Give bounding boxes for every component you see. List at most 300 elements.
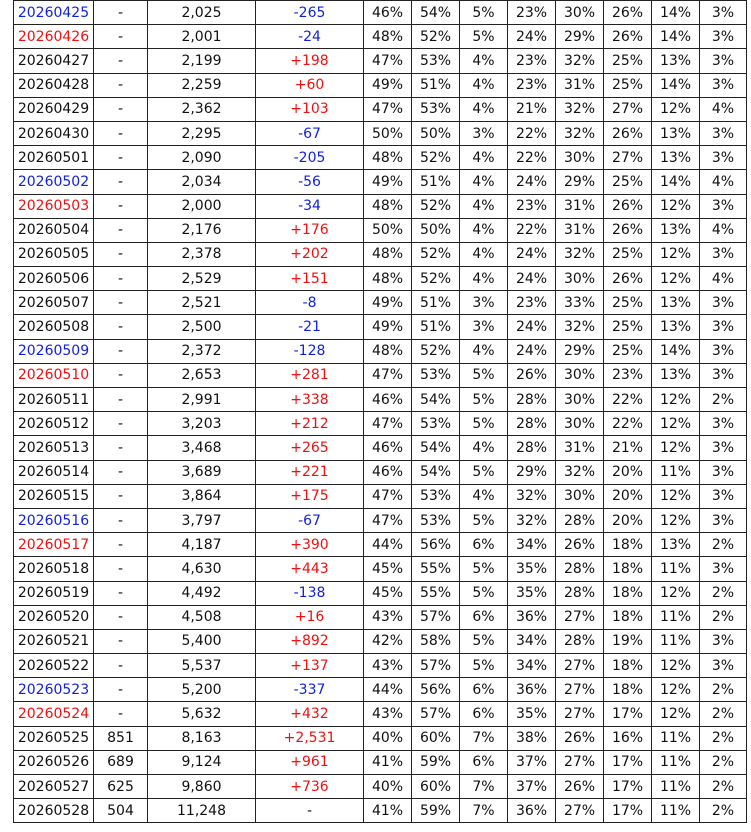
pct-cell-1[interactable]: 43%	[364, 654, 412, 678]
pct-cell-7[interactable]: 12%	[652, 242, 700, 266]
pct-cell-5[interactable]: 26%	[556, 775, 604, 799]
pct-cell-7[interactable]: 11%	[652, 460, 700, 484]
pct-cell-7[interactable]: 12%	[652, 267, 700, 291]
pct-cell-3[interactable]: 3%	[460, 291, 508, 315]
total-count-cell[interactable]: 2,176	[148, 218, 256, 242]
total-count-cell[interactable]: 5,537	[148, 654, 256, 678]
pct-cell-4[interactable]: 38%	[508, 726, 556, 750]
pct-cell-6[interactable]: 22%	[604, 388, 652, 412]
new-count-cell[interactable]: -	[94, 73, 148, 97]
date-cell[interactable]: 20260430	[14, 121, 94, 145]
pct-cell-5[interactable]: 29%	[556, 339, 604, 363]
pct-cell-6[interactable]: 18%	[604, 654, 652, 678]
total-count-cell[interactable]: 11,248	[148, 799, 256, 823]
pct-cell-1[interactable]: 45%	[364, 557, 412, 581]
pct-cell-1[interactable]: 46%	[364, 1, 412, 25]
pct-cell-2[interactable]: 53%	[412, 49, 460, 73]
pct-cell-1[interactable]: 49%	[364, 291, 412, 315]
total-count-cell[interactable]: 2,199	[148, 49, 256, 73]
new-count-cell[interactable]: -	[94, 1, 148, 25]
pct-cell-6[interactable]: 26%	[604, 194, 652, 218]
pct-cell-6[interactable]: 17%	[604, 775, 652, 799]
pct-cell-2[interactable]: 52%	[412, 339, 460, 363]
pct-cell-6[interactable]: 27%	[604, 146, 652, 170]
pct-cell-1[interactable]: 48%	[364, 25, 412, 49]
pct-cell-8[interactable]: 4%	[700, 218, 747, 242]
pct-cell-1[interactable]: 47%	[364, 97, 412, 121]
diff-cell[interactable]: +2,531	[256, 726, 364, 750]
pct-cell-5[interactable]: 32%	[556, 97, 604, 121]
pct-cell-6[interactable]: 18%	[604, 533, 652, 557]
pct-cell-1[interactable]: 43%	[364, 702, 412, 726]
pct-cell-4[interactable]: 35%	[508, 557, 556, 581]
pct-cell-5[interactable]: 30%	[556, 388, 604, 412]
pct-cell-2[interactable]: 50%	[412, 121, 460, 145]
pct-cell-6[interactable]: 17%	[604, 799, 652, 823]
pct-cell-4[interactable]: 23%	[508, 194, 556, 218]
pct-cell-8[interactable]: 2%	[700, 581, 747, 605]
pct-cell-6[interactable]: 22%	[604, 412, 652, 436]
date-cell[interactable]: 20260515	[14, 484, 94, 508]
diff-cell[interactable]: -67	[256, 508, 364, 532]
pct-cell-4[interactable]: 23%	[508, 291, 556, 315]
total-count-cell[interactable]: 2,378	[148, 242, 256, 266]
pct-cell-2[interactable]: 52%	[412, 267, 460, 291]
pct-cell-2[interactable]: 54%	[412, 436, 460, 460]
total-count-cell[interactable]: 2,295	[148, 121, 256, 145]
pct-cell-1[interactable]: 48%	[364, 146, 412, 170]
pct-cell-7[interactable]: 13%	[652, 533, 700, 557]
pct-cell-2[interactable]: 55%	[412, 581, 460, 605]
date-cell[interactable]: 20260523	[14, 678, 94, 702]
pct-cell-1[interactable]: 47%	[364, 49, 412, 73]
diff-cell[interactable]: +198	[256, 49, 364, 73]
pct-cell-4[interactable]: 28%	[508, 388, 556, 412]
total-count-cell[interactable]: 2,521	[148, 291, 256, 315]
pct-cell-2[interactable]: 50%	[412, 218, 460, 242]
pct-cell-2[interactable]: 51%	[412, 73, 460, 97]
pct-cell-2[interactable]: 57%	[412, 605, 460, 629]
date-cell[interactable]: 20260508	[14, 315, 94, 339]
new-count-cell[interactable]: 504	[94, 799, 148, 823]
pct-cell-6[interactable]: 26%	[604, 25, 652, 49]
pct-cell-8[interactable]: 2%	[700, 702, 747, 726]
pct-cell-6[interactable]: 18%	[604, 557, 652, 581]
pct-cell-4[interactable]: 24%	[508, 242, 556, 266]
pct-cell-1[interactable]: 41%	[364, 799, 412, 823]
pct-cell-2[interactable]: 52%	[412, 25, 460, 49]
pct-cell-8[interactable]: 3%	[700, 121, 747, 145]
total-count-cell[interactable]: 4,508	[148, 605, 256, 629]
pct-cell-5[interactable]: 33%	[556, 291, 604, 315]
new-count-cell[interactable]: 851	[94, 726, 148, 750]
date-cell[interactable]: 20260511	[14, 388, 94, 412]
diff-cell[interactable]: +212	[256, 412, 364, 436]
pct-cell-6[interactable]: 20%	[604, 484, 652, 508]
new-count-cell[interactable]: 625	[94, 775, 148, 799]
new-count-cell[interactable]: -	[94, 436, 148, 460]
date-cell[interactable]: 20260519	[14, 581, 94, 605]
pct-cell-7[interactable]: 12%	[652, 508, 700, 532]
total-count-cell[interactable]: 2,034	[148, 170, 256, 194]
pct-cell-8[interactable]: 2%	[700, 750, 747, 774]
pct-cell-1[interactable]: 40%	[364, 726, 412, 750]
pct-cell-3[interactable]: 3%	[460, 121, 508, 145]
pct-cell-8[interactable]: 4%	[700, 267, 747, 291]
pct-cell-4[interactable]: 34%	[508, 654, 556, 678]
pct-cell-4[interactable]: 23%	[508, 73, 556, 97]
pct-cell-4[interactable]: 32%	[508, 508, 556, 532]
total-count-cell[interactable]: 2,259	[148, 73, 256, 97]
diff-cell[interactable]: +176	[256, 218, 364, 242]
pct-cell-4[interactable]: 34%	[508, 533, 556, 557]
total-count-cell[interactable]: 2,372	[148, 339, 256, 363]
pct-cell-2[interactable]: 57%	[412, 702, 460, 726]
pct-cell-7[interactable]: 14%	[652, 1, 700, 25]
pct-cell-1[interactable]: 46%	[364, 436, 412, 460]
diff-cell[interactable]: -128	[256, 339, 364, 363]
pct-cell-4[interactable]: 24%	[508, 25, 556, 49]
pct-cell-4[interactable]: 34%	[508, 629, 556, 653]
date-cell[interactable]: 20260502	[14, 170, 94, 194]
pct-cell-2[interactable]: 53%	[412, 412, 460, 436]
pct-cell-6[interactable]: 25%	[604, 291, 652, 315]
diff-cell[interactable]: -21	[256, 315, 364, 339]
pct-cell-1[interactable]: 48%	[364, 242, 412, 266]
new-count-cell[interactable]: -	[94, 557, 148, 581]
total-count-cell[interactable]: 2,529	[148, 267, 256, 291]
total-count-cell[interactable]: 5,200	[148, 678, 256, 702]
total-count-cell[interactable]: 3,797	[148, 508, 256, 532]
pct-cell-2[interactable]: 51%	[412, 170, 460, 194]
total-count-cell[interactable]: 2,362	[148, 97, 256, 121]
pct-cell-7[interactable]: 12%	[652, 436, 700, 460]
date-cell[interactable]: 20260524	[14, 702, 94, 726]
pct-cell-6[interactable]: 26%	[604, 267, 652, 291]
pct-cell-6[interactable]: 17%	[604, 702, 652, 726]
total-count-cell[interactable]: 2,001	[148, 25, 256, 49]
pct-cell-7[interactable]: 12%	[652, 702, 700, 726]
pct-cell-8[interactable]: 3%	[700, 242, 747, 266]
pct-cell-4[interactable]: 21%	[508, 97, 556, 121]
pct-cell-7[interactable]: 11%	[652, 799, 700, 823]
pct-cell-7[interactable]: 12%	[652, 97, 700, 121]
pct-cell-7[interactable]: 13%	[652, 291, 700, 315]
pct-cell-8[interactable]: 3%	[700, 557, 747, 581]
pct-cell-6[interactable]: 17%	[604, 750, 652, 774]
pct-cell-7[interactable]: 13%	[652, 218, 700, 242]
new-count-cell[interactable]: -	[94, 605, 148, 629]
pct-cell-1[interactable]: 47%	[364, 412, 412, 436]
date-cell[interactable]: 20260522	[14, 654, 94, 678]
pct-cell-2[interactable]: 54%	[412, 1, 460, 25]
pct-cell-5[interactable]: 30%	[556, 363, 604, 387]
date-cell[interactable]: 20260517	[14, 533, 94, 557]
pct-cell-7[interactable]: 13%	[652, 363, 700, 387]
pct-cell-4[interactable]: 24%	[508, 170, 556, 194]
pct-cell-2[interactable]: 55%	[412, 557, 460, 581]
pct-cell-4[interactable]: 22%	[508, 146, 556, 170]
pct-cell-3[interactable]: 4%	[460, 170, 508, 194]
pct-cell-6[interactable]: 23%	[604, 363, 652, 387]
diff-cell[interactable]: +175	[256, 484, 364, 508]
date-cell[interactable]: 20260527	[14, 775, 94, 799]
pct-cell-3[interactable]: 4%	[460, 194, 508, 218]
pct-cell-4[interactable]: 32%	[508, 484, 556, 508]
date-cell[interactable]: 20260506	[14, 267, 94, 291]
pct-cell-5[interactable]: 32%	[556, 242, 604, 266]
new-count-cell[interactable]: -	[94, 581, 148, 605]
date-cell[interactable]: 20260425	[14, 1, 94, 25]
pct-cell-3[interactable]: 6%	[460, 702, 508, 726]
pct-cell-5[interactable]: 28%	[556, 629, 604, 653]
new-count-cell[interactable]: -	[94, 25, 148, 49]
diff-cell[interactable]: +221	[256, 460, 364, 484]
diff-cell[interactable]: +961	[256, 750, 364, 774]
date-cell[interactable]: 20260428	[14, 73, 94, 97]
pct-cell-5[interactable]: 27%	[556, 605, 604, 629]
pct-cell-8[interactable]: 3%	[700, 194, 747, 218]
total-count-cell[interactable]: 2,025	[148, 1, 256, 25]
pct-cell-4[interactable]: 23%	[508, 1, 556, 25]
pct-cell-8[interactable]: 3%	[700, 146, 747, 170]
pct-cell-1[interactable]: 49%	[364, 73, 412, 97]
date-cell[interactable]: 20260505	[14, 242, 94, 266]
pct-cell-7[interactable]: 14%	[652, 339, 700, 363]
pct-cell-4[interactable]: 36%	[508, 799, 556, 823]
pct-cell-5[interactable]: 26%	[556, 533, 604, 557]
diff-cell[interactable]: -24	[256, 25, 364, 49]
pct-cell-2[interactable]: 53%	[412, 508, 460, 532]
date-cell[interactable]: 20260514	[14, 460, 94, 484]
diff-cell[interactable]: -337	[256, 678, 364, 702]
pct-cell-8[interactable]: 3%	[700, 315, 747, 339]
pct-cell-7[interactable]: 11%	[652, 605, 700, 629]
pct-cell-3[interactable]: 4%	[460, 97, 508, 121]
pct-cell-2[interactable]: 56%	[412, 533, 460, 557]
total-count-cell[interactable]: 9,124	[148, 750, 256, 774]
pct-cell-3[interactable]: 5%	[460, 388, 508, 412]
pct-cell-1[interactable]: 48%	[364, 339, 412, 363]
pct-cell-6[interactable]: 25%	[604, 242, 652, 266]
pct-cell-6[interactable]: 25%	[604, 339, 652, 363]
pct-cell-4[interactable]: 24%	[508, 339, 556, 363]
pct-cell-4[interactable]: 29%	[508, 460, 556, 484]
new-count-cell[interactable]: -	[94, 388, 148, 412]
pct-cell-2[interactable]: 60%	[412, 726, 460, 750]
pct-cell-6[interactable]: 18%	[604, 605, 652, 629]
pct-cell-4[interactable]: 28%	[508, 412, 556, 436]
diff-cell[interactable]: +281	[256, 363, 364, 387]
pct-cell-2[interactable]: 52%	[412, 242, 460, 266]
new-count-cell[interactable]: -	[94, 339, 148, 363]
date-cell[interactable]: 20260503	[14, 194, 94, 218]
total-count-cell[interactable]: 5,400	[148, 629, 256, 653]
pct-cell-7[interactable]: 13%	[652, 146, 700, 170]
pct-cell-8[interactable]: 2%	[700, 726, 747, 750]
pct-cell-5[interactable]: 30%	[556, 484, 604, 508]
pct-cell-4[interactable]: 24%	[508, 267, 556, 291]
total-count-cell[interactable]: 4,630	[148, 557, 256, 581]
pct-cell-5[interactable]: 28%	[556, 581, 604, 605]
pct-cell-4[interactable]: 36%	[508, 678, 556, 702]
pct-cell-8[interactable]: 3%	[700, 25, 747, 49]
pct-cell-5[interactable]: 30%	[556, 412, 604, 436]
pct-cell-6[interactable]: 26%	[604, 218, 652, 242]
pct-cell-4[interactable]: 23%	[508, 49, 556, 73]
pct-cell-3[interactable]: 5%	[460, 654, 508, 678]
pct-cell-1[interactable]: 46%	[364, 388, 412, 412]
new-count-cell[interactable]: -	[94, 629, 148, 653]
diff-cell[interactable]: -8	[256, 291, 364, 315]
pct-cell-7[interactable]: 12%	[652, 412, 700, 436]
pct-cell-7[interactable]: 11%	[652, 775, 700, 799]
pct-cell-3[interactable]: 6%	[460, 605, 508, 629]
pct-cell-4[interactable]: 37%	[508, 750, 556, 774]
pct-cell-5[interactable]: 28%	[556, 508, 604, 532]
pct-cell-7[interactable]: 11%	[652, 750, 700, 774]
pct-cell-2[interactable]: 59%	[412, 750, 460, 774]
new-count-cell[interactable]: -	[94, 194, 148, 218]
pct-cell-8[interactable]: 3%	[700, 363, 747, 387]
pct-cell-2[interactable]: 60%	[412, 775, 460, 799]
total-count-cell[interactable]: 3,203	[148, 412, 256, 436]
pct-cell-2[interactable]: 54%	[412, 388, 460, 412]
pct-cell-1[interactable]: 50%	[364, 218, 412, 242]
pct-cell-5[interactable]: 30%	[556, 1, 604, 25]
diff-cell[interactable]: +390	[256, 533, 364, 557]
pct-cell-3[interactable]: 4%	[460, 242, 508, 266]
total-count-cell[interactable]: 5,632	[148, 702, 256, 726]
diff-cell[interactable]: -138	[256, 581, 364, 605]
pct-cell-7[interactable]: 11%	[652, 726, 700, 750]
pct-cell-3[interactable]: 5%	[460, 581, 508, 605]
pct-cell-7[interactable]: 12%	[652, 484, 700, 508]
pct-cell-6[interactable]: 21%	[604, 436, 652, 460]
pct-cell-8[interactable]: 3%	[700, 629, 747, 653]
pct-cell-7[interactable]: 11%	[652, 629, 700, 653]
new-count-cell[interactable]: -	[94, 460, 148, 484]
diff-cell[interactable]: +338	[256, 388, 364, 412]
date-cell[interactable]: 20260521	[14, 629, 94, 653]
pct-cell-7[interactable]: 12%	[652, 194, 700, 218]
diff-cell[interactable]: -34	[256, 194, 364, 218]
pct-cell-1[interactable]: 49%	[364, 315, 412, 339]
pct-cell-4[interactable]: 35%	[508, 581, 556, 605]
new-count-cell[interactable]: -	[94, 121, 148, 145]
new-count-cell[interactable]: -	[94, 170, 148, 194]
diff-cell[interactable]: +432	[256, 702, 364, 726]
pct-cell-7[interactable]: 13%	[652, 315, 700, 339]
date-cell[interactable]: 20260429	[14, 97, 94, 121]
pct-cell-2[interactable]: 52%	[412, 194, 460, 218]
pct-cell-6[interactable]: 25%	[604, 170, 652, 194]
pct-cell-3[interactable]: 6%	[460, 678, 508, 702]
total-count-cell[interactable]: 3,468	[148, 436, 256, 460]
pct-cell-1[interactable]: 42%	[364, 629, 412, 653]
pct-cell-8[interactable]: 2%	[700, 605, 747, 629]
new-count-cell[interactable]: -	[94, 508, 148, 532]
diff-cell[interactable]: +736	[256, 775, 364, 799]
total-count-cell[interactable]: 4,187	[148, 533, 256, 557]
new-count-cell[interactable]: -	[94, 291, 148, 315]
pct-cell-3[interactable]: 5%	[460, 557, 508, 581]
pct-cell-7[interactable]: 14%	[652, 73, 700, 97]
pct-cell-2[interactable]: 53%	[412, 97, 460, 121]
pct-cell-3[interactable]: 4%	[460, 218, 508, 242]
pct-cell-5[interactable]: 31%	[556, 436, 604, 460]
date-cell[interactable]: 20260427	[14, 49, 94, 73]
pct-cell-2[interactable]: 56%	[412, 678, 460, 702]
diff-cell[interactable]: +103	[256, 97, 364, 121]
pct-cell-3[interactable]: 4%	[460, 436, 508, 460]
pct-cell-7[interactable]: 11%	[652, 557, 700, 581]
pct-cell-3[interactable]: 7%	[460, 775, 508, 799]
pct-cell-8[interactable]: 2%	[700, 799, 747, 823]
pct-cell-5[interactable]: 27%	[556, 654, 604, 678]
new-count-cell[interactable]: -	[94, 97, 148, 121]
pct-cell-4[interactable]: 28%	[508, 436, 556, 460]
pct-cell-8[interactable]: 3%	[700, 654, 747, 678]
pct-cell-4[interactable]: 35%	[508, 702, 556, 726]
pct-cell-5[interactable]: 28%	[556, 557, 604, 581]
pct-cell-3[interactable]: 4%	[460, 339, 508, 363]
pct-cell-8[interactable]: 4%	[700, 170, 747, 194]
pct-cell-5[interactable]: 32%	[556, 121, 604, 145]
pct-cell-8[interactable]: 2%	[700, 678, 747, 702]
total-count-cell[interactable]: 4,492	[148, 581, 256, 605]
pct-cell-6[interactable]: 26%	[604, 121, 652, 145]
diff-cell[interactable]: +265	[256, 436, 364, 460]
pct-cell-2[interactable]: 52%	[412, 146, 460, 170]
diff-cell[interactable]: +443	[256, 557, 364, 581]
pct-cell-1[interactable]: 47%	[364, 363, 412, 387]
diff-cell[interactable]: -205	[256, 146, 364, 170]
pct-cell-4[interactable]: 24%	[508, 315, 556, 339]
pct-cell-6[interactable]: 16%	[604, 726, 652, 750]
pct-cell-3[interactable]: 4%	[460, 146, 508, 170]
pct-cell-8[interactable]: 3%	[700, 484, 747, 508]
pct-cell-8[interactable]: 3%	[700, 291, 747, 315]
pct-cell-5[interactable]: 30%	[556, 146, 604, 170]
total-count-cell[interactable]: 2,090	[148, 146, 256, 170]
pct-cell-3[interactable]: 6%	[460, 750, 508, 774]
pct-cell-5[interactable]: 27%	[556, 678, 604, 702]
pct-cell-5[interactable]: 29%	[556, 170, 604, 194]
diff-cell[interactable]: +16	[256, 605, 364, 629]
pct-cell-7[interactable]: 12%	[652, 388, 700, 412]
diff-cell[interactable]: -67	[256, 121, 364, 145]
pct-cell-2[interactable]: 51%	[412, 291, 460, 315]
date-cell[interactable]: 20260426	[14, 25, 94, 49]
pct-cell-3[interactable]: 5%	[460, 460, 508, 484]
pct-cell-3[interactable]: 3%	[460, 315, 508, 339]
pct-cell-8[interactable]: 3%	[700, 412, 747, 436]
pct-cell-4[interactable]: 22%	[508, 218, 556, 242]
pct-cell-3[interactable]: 4%	[460, 49, 508, 73]
pct-cell-5[interactable]: 30%	[556, 267, 604, 291]
new-count-cell[interactable]: -	[94, 412, 148, 436]
pct-cell-2[interactable]: 58%	[412, 629, 460, 653]
pct-cell-8[interactable]: 3%	[700, 508, 747, 532]
pct-cell-7[interactable]: 12%	[652, 654, 700, 678]
pct-cell-5[interactable]: 31%	[556, 194, 604, 218]
total-count-cell[interactable]: 3,864	[148, 484, 256, 508]
new-count-cell[interactable]: -	[94, 654, 148, 678]
pct-cell-6[interactable]: 27%	[604, 97, 652, 121]
date-cell[interactable]: 20260528	[14, 799, 94, 823]
new-count-cell[interactable]: -	[94, 267, 148, 291]
